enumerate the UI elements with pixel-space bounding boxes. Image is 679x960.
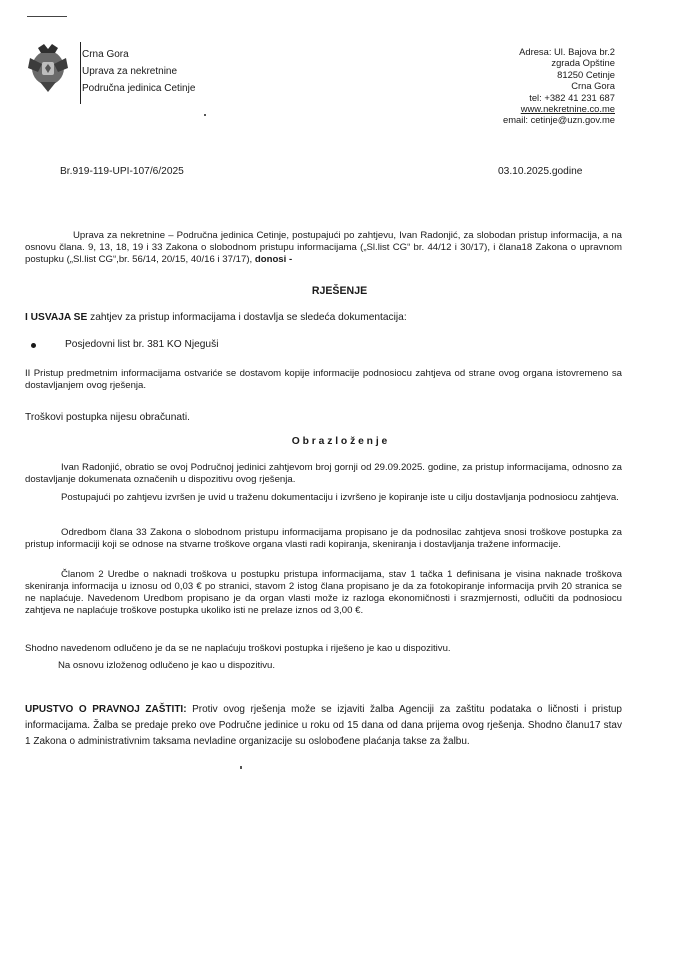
scan-speck xyxy=(240,766,242,769)
intro-text: Uprava za nekretnine – Područna jedinica Cetinje, postupajući po zahtjevu, Ivan Radonjić, za slobodan pristup informacija, a na osnovu člana. 9, 13, 18, 19 i 33 Zakona o slobodnom pristupu informacijama („Sl.list CG“ br. 44/12 i 30/17), i člana18 Zakona o upravnom postupku („Sl.list CG“,br. 56/14, 20/15, 40/16 i 37/17), xyxy=(25,230,622,265)
reasoning-paragraph-3: Odredbom člana 33 Zakona o slobodnom pristupu informacijama propisano je da podnosilac zahtjeva snosi troškove postupka za pristup informaciji koji se odnose na stvarne troškove organa vlasti radi kopiranja, skeniranja i dostavljanja tražene informacije. xyxy=(25,527,622,550)
decision-title: RJEŠENJE xyxy=(311,285,368,297)
legal-remedy-bold: UPUSTVO O PRAVNOJ ZAŠTITI: xyxy=(25,704,187,715)
website-link[interactable]: www.nekretnine.co.me xyxy=(520,103,615,115)
item-one xyxy=(25,312,625,325)
address-line-2: zgrada Opštine xyxy=(551,57,615,69)
org-line-3: Područna jedinica Cetinje xyxy=(82,83,196,94)
header-divider xyxy=(80,42,81,104)
bullet-dot xyxy=(31,343,36,348)
reasoning-paragraph-6: Na osnovu izloženog odlučeno je kao u dispozitivu. xyxy=(58,660,276,671)
item-two: II Pristup predmetnim informacijama ostvariće se dostavom kopije informacije podnosiocu zahtjeva od strane ovog organa istovremeno sa dostavljanjem ovog rješenja. xyxy=(25,368,622,391)
org-line-2: Uprava za nekretnine xyxy=(82,66,178,77)
bullet-item: Posjedovni list br. 381 KO Njeguši xyxy=(65,339,219,350)
address-block xyxy=(400,46,615,126)
intro-bold: donosi - xyxy=(254,254,293,265)
org-line-1: Crna Gora xyxy=(82,49,129,60)
address-line-1: Adresa: Ul. Bajova br.2 xyxy=(519,46,615,57)
organization-block xyxy=(82,46,282,97)
item-one-bold: I USVAJA SE xyxy=(25,312,88,323)
address-line-4: Crna Gora xyxy=(571,80,615,92)
reasoning-paragraph-5: Shodno navedenom odlučeno je da se ne naplaćuju troškovi postupka i riješeno je kao u dispozitivu. xyxy=(25,643,451,654)
coat-of-arms-icon xyxy=(24,40,72,96)
email-line[interactable]: email: cetinje@uzn.gov.me xyxy=(503,114,615,126)
reference-number: Br.919-119-UPI-107/6/2025 xyxy=(60,166,184,177)
document-date: 03.10.2025.godine xyxy=(498,166,583,177)
item-one-text: zahtjev za pristup informacijama i dostavlja se sledeća dokumentacija: xyxy=(90,312,407,323)
address-line-3: 81250 Cetinje xyxy=(557,68,615,80)
costs-note: Troškovi postupka nijesu obračunati. xyxy=(25,412,190,423)
scan-speck xyxy=(204,114,206,116)
legal-remedy xyxy=(25,702,622,750)
legal-remedy-text: Protiv ovog rješenja može se izjaviti žalba Agenciji za zaštitu podataka o ličnosti i pristup informacijama. Žalba se predaje preko ove Područne jedinice u roku od 15 dana od dana prijema ovog rješenja. Shodno članu17 stav 1 Zakona o administrativnim taksama nevladine organizacije su oslobođene plaćanja takse za žalbu. xyxy=(25,704,622,747)
reasoning-title: O b r a z l o ž e n j e xyxy=(291,436,388,447)
reasoning-paragraph-2: Postupajući po zahtjevu izvršen je uvid u traženu dokumentaciju i izvršeno je kopiranje iste u cilju dostavljanja podnosiocu zahtjeva. xyxy=(61,492,619,503)
reasoning-paragraph-1: Ivan Radonjić, obratio se ovoj Područnoj jedinici zahtjevom broj gornji od 29.09.2025. godine, za pristup informacijama, odnosno za dostavljanje dokumenata označenih u dispozitivu ovog rješenja. xyxy=(25,462,622,485)
top-rule xyxy=(27,16,67,17)
intro-paragraph xyxy=(25,230,622,266)
address-phone: tel: +382 41 231 687 xyxy=(529,91,615,103)
reasoning-paragraph-4: Članom 2 Uredbe o naknadi troškova u postupku pristupa informacijama, stav 1 tačka 1 definisana je visina naknade troškova skeniranja informacija u iznosu od 0,03 € po stranici, stavom 2 istog člana propisano je da za fotokopiranje informacija prvih 20 stranica se ne naplaćuje. Navedenom Uredbom propisano je da organ vlasti može iz razloga ekonomičnosti i srazmjernosti, odlučiti da podnosiocu zahtjeva ne naplaćuje troškove postupka ukoliko isti ne prelaze iznos od 3,00 €. xyxy=(25,569,622,616)
